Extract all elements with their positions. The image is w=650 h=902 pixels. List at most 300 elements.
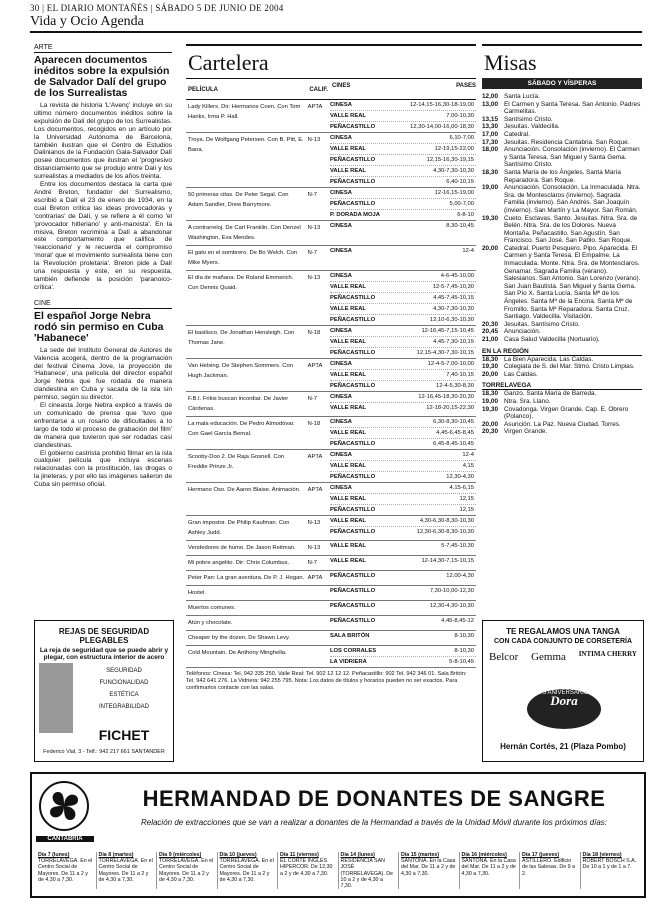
mass-row: [482, 139, 642, 147]
mass-churches: Catedral. Puerto Pesquero. Pipo. Aparecida. El Carmen y Santa Teresa. El Empalme. La Inmaculada. Monte. Ntra. Sra. de Montesclaros. Genamar. Sagrada Familia (verano). Salesianos. San Antonio. San Lorenzo (verano). San Juan Bautista. San Miguel y Santa Gema. San Pío X. Santa Lucía. Santa Mª de los Ángeles. Santa Mª de la Encina. Santa Mª de Fromillo. Santa Mª Reparadora. Santa Cruz. Santiago. Valdecilla. Visitación.: [504, 244, 641, 321]
showtimes: 12-4-5-7,00-10,00: [427, 361, 474, 367]
film-title: El día de mañana. De Roland Emmerich. Con Dennis Quaid.: [188, 275, 294, 291]
mass-row: [482, 428, 642, 436]
film-title: Troya. De Wolfgang Petersen. Con B. Pitt, E. Bana.: [188, 137, 304, 153]
mass-row: [482, 93, 642, 101]
showtimes: 12-4: [462, 452, 474, 458]
ad-rejas-seguridad: [34, 620, 174, 762]
film-rating: [307, 601, 330, 615]
cinema-name: VALLE REAL: [330, 306, 366, 312]
mass-time: 19,30: [482, 363, 498, 371]
ad-feature: ESTÉTICA: [109, 692, 139, 698]
mass-churches: Santa Lucía.: [504, 93, 540, 100]
showtimes: 4,45-7,30-10,15: [433, 339, 474, 345]
cartelera-section: [186, 44, 476, 692]
donation-day: [580, 852, 641, 889]
cinema-line: [330, 246, 476, 256]
film-rating: N-13: [307, 520, 321, 526]
mass-time: 17,00: [482, 130, 498, 138]
cinema-line: [330, 199, 476, 210]
film-row: [186, 188, 476, 221]
mass-time: 19,30: [482, 405, 498, 413]
cinema-list: [330, 417, 476, 449]
showtimes: 7,00-10,30: [446, 113, 474, 119]
day-date: Día 18 (viernes): [582, 852, 622, 858]
cinema-line: [330, 403, 476, 413]
day-text: TORRELAVEGA. En el Centro Social de Mayores. De 11 a 2 y de 4,30 a 7,30.: [219, 858, 274, 883]
cinema-line: [330, 155, 476, 166]
article-paragraph: La sede del Instituto General de Autores de Valencia acogerá, dentro de la programación del festival Cinema Jove, la proyección de 'Habanece', una película del director español Jorge Nebra que fue rodada de manera clandestina en Cuba y sacada de la isla sin permiso, según su director.: [34, 346, 172, 402]
showtimes: 6-8-10: [457, 212, 474, 218]
film-title: A contrarreloj. De Carl Franklin. Con Denzel Washington, Eva Mendes.: [188, 225, 301, 241]
mass-churches: La Bien Aparecida. Las Caldas.: [504, 355, 594, 363]
store-name: Dora: [550, 693, 578, 708]
film-title: Peter Pan: La gran aventura. De P. J. Hogan.: [188, 575, 305, 581]
cinema-name: VALLE REAL: [330, 405, 366, 411]
film-row: [186, 556, 476, 571]
cinema-line: [330, 166, 476, 177]
cinema-line: [330, 133, 476, 144]
film-rating: N-18: [307, 421, 321, 427]
mass-row: [482, 390, 642, 398]
mass-churches: Anunciación.: [504, 328, 541, 336]
mass-row: [482, 406, 642, 421]
showtimes: 4,45-8,45-12: [441, 618, 474, 624]
film-row: [186, 571, 476, 586]
showtimes: 5,00-7,00: [449, 201, 474, 207]
day-date: Día 10 (jueves): [219, 852, 257, 858]
cinema-name: PEÑACASTILLO: [330, 529, 376, 535]
cinema-name: CINESA: [330, 361, 352, 367]
cinema-name: PEÑACASTILLO: [330, 201, 376, 207]
donation-day: [277, 852, 338, 889]
showtimes: 12,15: [459, 507, 474, 513]
film-rating: APTA: [307, 104, 323, 110]
cinema-name: CINESA: [330, 452, 352, 458]
day-date: Día 14 (lunes): [340, 852, 375, 858]
cinema-name: PEÑACASTILLO: [330, 124, 376, 130]
film-rating: N-7: [307, 250, 317, 256]
mass-row: [482, 336, 642, 344]
day-text: ROBERT BOSCH S.A. De 10 a 1 y de 1 a 7.: [582, 858, 637, 871]
showtimes: 12-18-20,15-22,30: [426, 405, 474, 411]
brand-logo: FICHET: [98, 727, 150, 743]
film-title: Hostel.: [188, 590, 207, 596]
showtimes: 8,30-10,45: [446, 223, 474, 229]
cinema-line: [330, 439, 476, 449]
cinema-name: VALLE REAL: [330, 284, 366, 290]
cinema-name: VALLE REAL: [330, 372, 366, 378]
cinema-line: [330, 505, 476, 515]
cinema-name: CINESA: [330, 273, 352, 279]
day-text: TORRELAVEGA. En el Centro Social de Mayores. De 11 a 2 y de 4,30 a 7,30.: [38, 858, 93, 883]
cinema-name: PEÑACASTILLO: [330, 157, 376, 163]
film-title: Hermano Oso. De Aaron Blaise. Animación.: [188, 487, 301, 493]
film-row: [186, 133, 476, 188]
misas-title: Misas: [482, 44, 642, 78]
mass-churches: Catedral.: [504, 130, 530, 138]
page-header-line: 30 | EL DIARIO MONTAÑÉS | SÁBADO 5 DE JUNIO DE 2004: [30, 3, 284, 13]
day-text: SANTOÑA. En la Casa del Mar. De 11 a 2 y de 4,30 a 7,30.: [461, 858, 516, 877]
film-row: [186, 483, 476, 516]
film-rating: [307, 586, 330, 600]
cinema-name: CINESA: [330, 102, 352, 108]
showtimes: 12-4-5,30-8,30: [435, 383, 474, 389]
cinema-name: VALLE REAL: [330, 168, 366, 174]
showtimes: 7,30-10,00-12,30: [429, 588, 474, 594]
mass-time: 19,30: [482, 214, 498, 222]
day-text: RESIDENCIA SAN JOSÉ (TORRELAVEGA). De 10 a 2 y de 4,30 a 7,30.: [340, 858, 393, 890]
film-title: Gran impostor. De Philip Kaufman. Con Ashley Judd.: [188, 520, 290, 536]
cinema-list: [330, 100, 476, 132]
day-text: TORRELAVEGA. En el Centro Social de Mayores. De 11 a 2 y de 4,30 a 7,30.: [159, 858, 214, 883]
film-title: Cold Mountain. De Anthony Minghella.: [188, 650, 287, 656]
cinema-name: CINESA: [330, 190, 352, 196]
mass-time: 18,00: [482, 146, 498, 154]
cinema-list: [330, 541, 476, 555]
mass-time: 13,30: [482, 123, 498, 131]
showtimes: 4,45-6,45-8,45: [436, 430, 474, 436]
ad-title: REJAS DE SEGURIDAD PLEGABLES: [58, 627, 150, 645]
ad-feature: SEGURIDAD: [106, 668, 142, 674]
day-text: ASTILLERO. Edificio de las Salesas. De 9 a 2.: [522, 858, 575, 877]
cinema-name: VALLE REAL: [330, 543, 366, 549]
film-rating: APTA: [307, 454, 323, 460]
film-title: El basilisco. De Jonathan Hensleigh. Con Thomas Jane.: [188, 330, 295, 346]
mass-row: [482, 371, 642, 379]
cinema-line: [330, 210, 476, 220]
mass-churches: Asunción. La Paz. Nueva Ciudad. Torres.: [504, 420, 621, 428]
film-rating: N-18: [307, 330, 321, 336]
cinema-line: [330, 483, 476, 494]
lauburu-icon: [38, 780, 90, 832]
cinema-name: P. DORADA MOJA: [330, 212, 380, 218]
cinema-line: [330, 370, 476, 381]
mass-churches: Santísimo Cristo.: [504, 115, 553, 123]
mass-row: [482, 215, 642, 245]
cartelera-footer: Teléfonos: Cinesa: Tel. 942 335 250. Valle Real: Tel. 902 12 12 12. Peñacastillo: 902 Tel. 942 346 01. Sala Britón: Tel. 942 641 276. La Vidriera: 942 255 795. Nota: Los datos de títulos y horarios pueden no ser exactos. Para confirmarlos contacte con las salas.: [186, 671, 467, 691]
mass-row: [482, 398, 642, 406]
donation-day: [156, 852, 217, 889]
cinema-name: PEÑACASTILLO: [330, 317, 376, 323]
col-header-calif: CALIF.: [309, 87, 328, 93]
film-title: El gato en el sombrero. De Bo Welch. Con Mike Myers.: [188, 250, 298, 266]
cinema-list: [330, 450, 476, 482]
day-date: Día 15 (martes): [401, 852, 439, 858]
showtimes: 4,15-6,15: [449, 485, 474, 491]
cinema-name: CINESA: [330, 223, 352, 229]
cinema-line: [330, 646, 476, 657]
cinema-line: [330, 348, 476, 358]
film-row: [186, 392, 476, 417]
film-row: [186, 359, 476, 392]
cinema-name: PEÑACASTILLO: [330, 441, 376, 447]
cinema-list: [330, 631, 476, 645]
cinema-line: [330, 111, 476, 122]
cinema-line: [330, 527, 476, 537]
showtimes: 4,15: [462, 463, 474, 469]
donantes-banner: [30, 772, 646, 898]
banner-title: HERMANDAD DE DONANTES DE SANGRE: [142, 786, 606, 811]
film-rating: APTA: [307, 575, 323, 581]
cinema-list: [330, 601, 476, 615]
mass-row: [482, 169, 642, 184]
mass-churches: Las Caldas.: [504, 370, 538, 378]
film-title: Lady Killers. Dir: Hermanos Coen. Con Tom Hanks, Irma P. Hall.: [188, 104, 301, 120]
article-kicker: CINE: [34, 300, 172, 309]
cinema-name: VALLE REAL: [330, 430, 366, 436]
mass-time: 20,00: [482, 244, 498, 252]
showtimes: 6,10-7,00: [449, 135, 474, 141]
misas-band: SÁBADO Y VÍSPERAS: [482, 78, 642, 89]
showtimes: 12-14,15-16,30-18-19,00: [409, 102, 474, 108]
cinema-line: [330, 144, 476, 155]
cinema-list: [330, 483, 476, 515]
film-row: [186, 516, 476, 541]
article-headline: Aparecen documentos inéditos sobre la expulsión de Salvador Dalí del grupo de los Surrealistas: [34, 54, 170, 99]
showtimes: 5-8-10,45: [449, 659, 474, 665]
film-rating: [307, 616, 330, 630]
film-row: [186, 246, 476, 271]
mass-time: 17,30: [482, 138, 498, 146]
day-date: Día 16 (miércoles): [461, 852, 507, 858]
cinema-line: [330, 122, 476, 132]
showtimes: 12-16,45-7,15-10,45: [421, 328, 474, 334]
film-rating: N-13: [307, 545, 321, 551]
brand-gemma: Gemma: [531, 651, 566, 663]
film-title: Cheaper by the dozen. De Shawn Levy.: [188, 635, 291, 641]
film-row: [186, 326, 476, 359]
mass-time: 20,00: [482, 370, 498, 378]
ad-line: TE REGALAMOS UNA TANGA: [506, 627, 620, 636]
col-header-pases: PASES: [456, 83, 476, 89]
ad-feature: FUNCIONALIDAD: [99, 680, 149, 686]
cinema-name: PEÑACASTILLO: [330, 588, 376, 594]
mass-time: 18,30: [482, 168, 498, 176]
mass-row: [482, 116, 642, 124]
film-row: [186, 221, 476, 246]
film-row: [186, 646, 476, 668]
brand-belcor: Belcor: [489, 651, 519, 663]
ad-line: CON CADA CONJUNTO DE CORSETERÍA: [493, 638, 633, 645]
mass-row: [482, 131, 642, 139]
mass-time: 18,30: [482, 390, 498, 398]
showtimes: 6,45-8,45-10,45: [433, 441, 474, 447]
section-vida-ocio: Vida y Ocio: [30, 14, 98, 29]
cinema-line: [330, 271, 476, 282]
mass-churches: Casa Salud Valdecilla (Nortuario).: [504, 336, 600, 343]
donation-day: [459, 852, 520, 889]
film-rating: [307, 646, 330, 667]
mass-churches: Jesuitas. Santísimo Cristo.: [504, 320, 580, 328]
cinema-line: [330, 188, 476, 199]
mass-row: [482, 184, 642, 214]
cinema-name: CINESA: [330, 328, 352, 334]
showtimes: 4-6-45-10,00: [440, 273, 474, 279]
cinema-line: [330, 461, 476, 472]
cinema-name: LOS CORRALES: [330, 648, 377, 654]
cinema-name: PEÑACASTILLO: [330, 474, 376, 480]
showtimes: 12,10-6,30-10,30: [429, 317, 474, 323]
mass-time: 21,00: [482, 336, 498, 343]
film-row: [186, 541, 476, 556]
article-body: [34, 347, 172, 489]
cinema-list: [330, 326, 476, 358]
film-rating: N-13: [307, 225, 321, 231]
cinema-line: [330, 282, 476, 293]
showtimes: 12,15: [459, 496, 474, 502]
film-row: [186, 616, 476, 631]
day-date: Día 9 (miércoles): [159, 852, 202, 858]
mass-time: 18,30: [482, 355, 498, 363]
showtimes: 6,30-8,30-10,45: [433, 419, 474, 425]
cinema-list: [330, 586, 476, 600]
film-row: [186, 417, 476, 450]
col-header-pelicula: PELÍCULA: [188, 87, 218, 93]
mass-time: 13,15: [482, 115, 498, 123]
mass-time: 13,00: [482, 100, 498, 108]
mass-row: [482, 101, 642, 116]
film-row: [186, 631, 476, 646]
mass-row: [482, 356, 642, 364]
brand-row: [483, 647, 643, 667]
film-rating: [307, 631, 330, 645]
cinema-name: PEÑACASTILLO: [330, 295, 376, 301]
ad-corseteria: [482, 620, 644, 762]
cinema-line: [330, 381, 476, 391]
region-label: CANTABRIA: [36, 836, 94, 842]
cinema-name: PEÑACASTILLO: [330, 573, 376, 579]
donation-day: [96, 852, 157, 889]
cinema-line: [330, 657, 476, 667]
article-body: [34, 102, 172, 292]
donation-day: [217, 852, 278, 889]
misas-list: [482, 89, 642, 436]
cinema-line: [330, 417, 476, 428]
showtimes: 4,30-7,30-10,30: [433, 306, 474, 312]
cinema-list: [330, 359, 476, 391]
film-title: Van Helsing. De Stephen Sommers. Con Hugh Jackman.: [188, 363, 293, 379]
showtimes: 12,15-4,30-7,30-10,15: [416, 350, 474, 356]
mass-time: 20,30: [482, 428, 498, 436]
cinema-name: PEÑACASTILLO: [330, 383, 376, 389]
mass-churches: Virgen Grande.: [504, 428, 548, 436]
film-title: Muertos comunes.: [188, 605, 236, 611]
showtimes: 12-16,15-19,00: [434, 190, 474, 196]
cinema-name: PEÑACASTILLO: [330, 350, 376, 356]
section-title: [30, 14, 144, 30]
cinema-name: CINESA: [330, 419, 352, 425]
showtimes: 12,15-16,30-19,15: [426, 157, 474, 163]
article-paragraph: El gobierno castrista prohibió filmar en la isla cualquier película que incluya escenas relacionadas con la prostitución, las drogas o la jineteras, y por ello las imágenes salieron de Cuba sin permiso oficial.: [34, 449, 172, 489]
cinema-line: [330, 304, 476, 315]
showtimes: 4,30-7,30-10,30: [433, 168, 474, 174]
cinema-list: [330, 646, 476, 667]
mass-churches: Ntra. Sra. Llano.: [504, 397, 551, 405]
cinema-line: [330, 516, 476, 527]
showtimes: 7,40-10,15: [446, 372, 474, 378]
film-title: Mi pobre angelito. Dir: Chris Columbus.: [188, 560, 290, 566]
mass-row: [482, 123, 642, 131]
ad-subtitle: La reja de seguridad que se puede abrir y plegar, con estructura interior de acero: [39, 647, 169, 661]
cinema-line: [330, 541, 476, 551]
cinema-line: [330, 177, 476, 187]
misas-section: [482, 44, 642, 436]
mass-churches: Cueto. Esclavas. Santo. Jesuitas. Ntra. Sra. de Belén. Ntra. Sra. de los Dolores. Nueva Montaña. Peñacastillo. San Agustín. San Francisco. San José. San Pablo. San Roque.: [504, 214, 638, 245]
donation-day: [519, 852, 580, 889]
cinema-list: [330, 221, 476, 245]
mass-time: 20,45: [482, 328, 498, 336]
showtimes: 12,30-4,30-10,30: [429, 603, 474, 609]
mass-time: 19,00: [482, 184, 498, 192]
film-row: [186, 586, 476, 601]
mass-churches: Jesuitas. Residencia Cantabria. San Roque.: [504, 138, 630, 146]
film-rating: APTA: [307, 363, 323, 369]
cinema-line: [330, 586, 476, 596]
misas-subsection: TORRELAVEGA: [482, 382, 642, 390]
cartelera-rows: [186, 100, 476, 668]
cinema-line: [330, 428, 476, 439]
showtimes: 12,30-14,00-16,00-18,30: [410, 124, 474, 130]
cinema-list: [330, 556, 476, 570]
ad-feature: INTEGRABILIDAD: [98, 704, 149, 710]
film-title: Vendedores de humo. De Jason Reitman.: [188, 545, 296, 551]
mass-row: [482, 146, 642, 169]
mass-row: [482, 321, 642, 329]
anniversary-label: 75 ANIVERSARIO: [539, 690, 589, 696]
cinema-line: [330, 293, 476, 304]
cinema-line: [330, 494, 476, 505]
cinema-line: [330, 571, 476, 581]
article-paragraph: La revista de historia 'L'Avenç' incluye en su último número documentos inéditos sobre la expulsión de Dalí del grupo de los Surrealistas. Los documentos, recogidos en un artículo por la Universidad Autónoma de Barcelona, también ilustran que el Centro de Estudios Dalinianos de la Fundación Gala-Salvador Dalí posee documentos que ilustran el 'progresivo distanciamiento que se produjo entre Dalí y los surrealistas a mediados de los años treinta.: [34, 102, 172, 181]
left-column: [34, 44, 172, 489]
mass-churches: Anunciación. Consolación (invierno). El Carmen y Santa Teresa. San Miguel y Santa Gema. Santísimo Cristo.: [504, 146, 640, 169]
cinema-line: [330, 315, 476, 325]
cinema-name: CINESA: [330, 485, 352, 491]
cinema-name: VALLE REAL: [330, 146, 366, 152]
cinema-list: [330, 271, 476, 325]
film-title: 50 primeras citas. De Peter Segal. Con Adam Sandler, Drew Barrymore.: [188, 192, 289, 208]
cartelera-header-row: [186, 81, 476, 100]
day-text: SANTOÑA. En la Casa del Mar. De 11 a 2 y de 4,30 a 7,30.: [401, 858, 456, 877]
cinema-name: CINESA: [330, 248, 352, 254]
film-title: F.B.I. Frikis buscan incordiar. De Javier Cárdenas.: [188, 396, 289, 412]
cinema-list: [330, 571, 476, 585]
article-kicker: ARTE: [34, 44, 172, 53]
misas-subsection: EN LA REGIÓN: [482, 348, 642, 356]
cinema-line: [330, 450, 476, 461]
cinema-list: [330, 392, 476, 416]
cinema-line: [330, 472, 476, 482]
ad-feature-list: [79, 665, 169, 713]
day-date: Día 7 (lunes): [38, 852, 70, 858]
cinema-list: [330, 616, 476, 630]
cinema-name: CINESA: [330, 394, 352, 400]
cartelera-title: Cartelera: [186, 44, 476, 79]
store-address: Hernán Cortés, 21 (Plaza Pombo): [500, 742, 626, 751]
cinema-name: VALLE REAL: [330, 339, 366, 345]
donation-day: [338, 852, 399, 889]
grille-image: [39, 663, 73, 733]
cinema-name: VALLE REAL: [330, 496, 366, 502]
cinema-line: [330, 556, 476, 566]
cinema-line: [330, 337, 476, 348]
mass-churches: Covadonga. Virgen Grande. Cap. E. Obrero (Polanco).: [504, 405, 629, 421]
mass-churches: El Carmen y Santa Teresa. San Antonio. Padres Carmelitas.: [504, 100, 641, 116]
section-agenda: Agenda: [100, 14, 144, 29]
cinema-line: [330, 392, 476, 403]
day-date: Día 17 (jueves): [522, 852, 560, 858]
